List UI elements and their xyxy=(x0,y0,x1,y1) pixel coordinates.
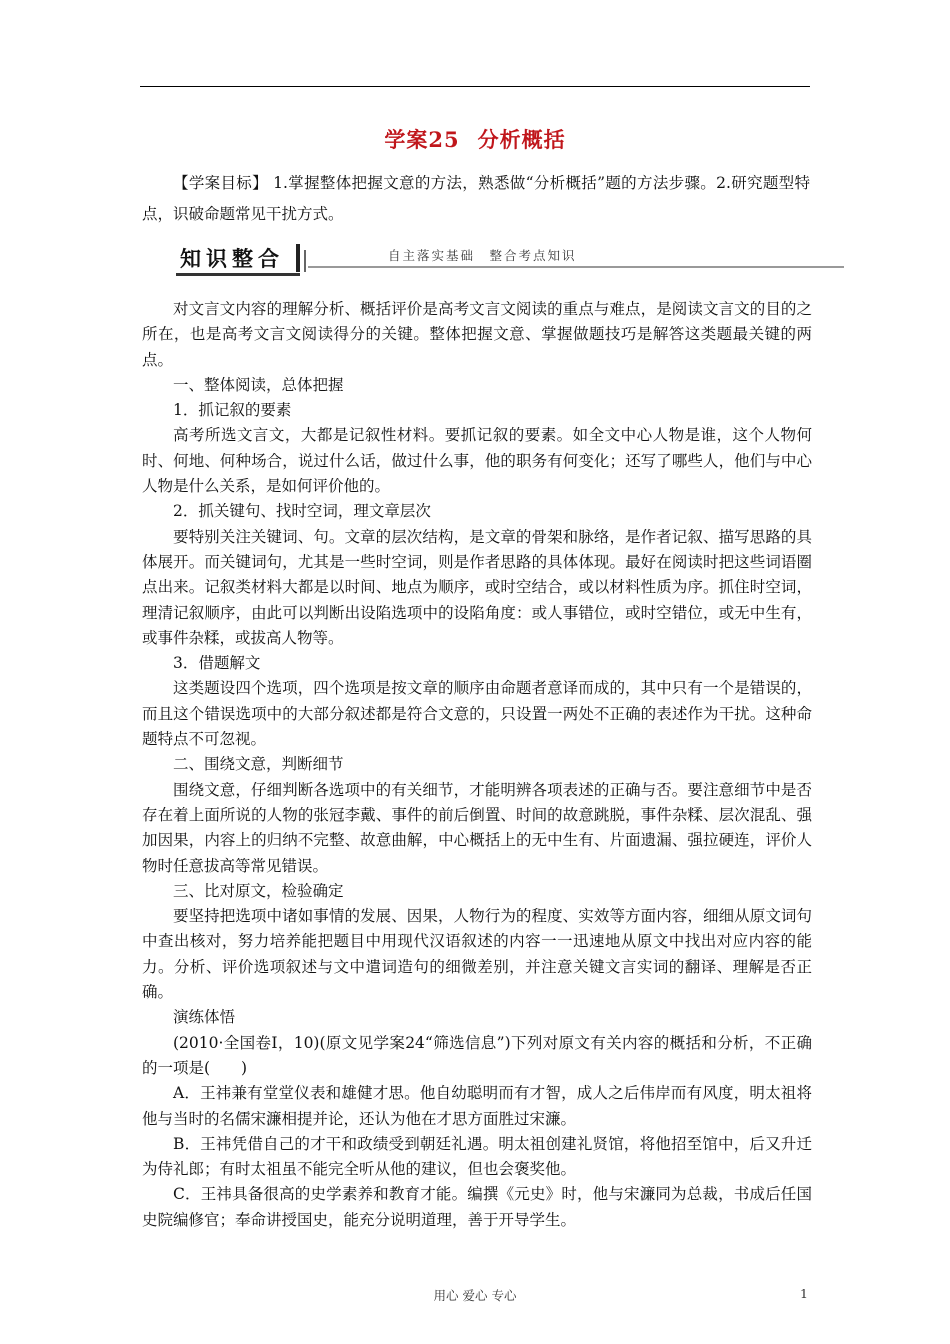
learning-goal: 【学案目标】 1.掌握整体把握文意的方法，熟悉做“分析概括”题的方法步骤。2.研究题型特点，识破命题常见干扰方式。 xyxy=(142,174,810,223)
body-content xyxy=(142,297,812,1233)
section-heading: 三、比对原文，检验确定 xyxy=(173,881,344,900)
banner-title-underline xyxy=(176,273,300,276)
option-a: A．王祎兼有堂堂仪表和雄健才思。他自幼聪明而有才智，成人之后伟岸而有风度，明太祖将他与当时的名儒宋濂相提并论，还认为他在才思方面胜过宋濂。 xyxy=(142,1084,812,1128)
page-number: 1 xyxy=(800,1286,808,1301)
section-banner xyxy=(174,240,844,276)
banner-rule xyxy=(308,266,844,268)
sub-heading: 2．抓关键句、找时空词，理文章层次 xyxy=(173,502,431,521)
option-c: C．王祎具备很高的史学素养和教育才能。编撰《元史》时，他与宋濂同为总裁，书成后任国史院编修官；奉命讲授国史，能充分说明道理，善于开导学生。 xyxy=(142,1185,812,1229)
banner-subtitle: 自主落实基础 整合考点知识 xyxy=(388,248,577,263)
section-heading: 二、围绕文意，判断细节 xyxy=(173,755,344,774)
paragraph: 高考所选文言文，大都是记叙性材料。要抓记叙的要素。如全文中心人物是谁，这个人物何时、何地、何种场合，说过什么话，做过什么事，他的职务有何变化；还写了哪些人，他们与中心人物是什么关系，是如何评价他的。 xyxy=(142,426,812,496)
paragraph: 对文言文内容的理解分析、概括评价是高考文言文阅读的重点与难点，是阅读文言文的目的之所在，也是高考文言文阅读得分的关键。整体把握文意、掌握做题技巧是解答这类题最关键的两点。 xyxy=(142,300,812,369)
header-rule xyxy=(140,86,810,87)
banner-divider xyxy=(296,244,300,272)
sub-heading: 1．抓记叙的要素 xyxy=(173,401,292,420)
sub-heading: 3．借题解文 xyxy=(173,654,261,673)
title-name: 分析概括 xyxy=(477,127,566,152)
paragraph: 围绕文意，仔细判断各选项中的有关细节，才能明辨各项表述的正确与否。要注意细节中是否存在着上面所说的人物的张冠李戴、事件的前后倒置、时间的故意跳脱，事件杂糅、层次混乱、强加因果，内容上的归纳不完整、故意曲解，中心概括上的无中生有、片面遗漏、强拉硬连，评价人物时任意拔高等常见错误。 xyxy=(142,780,812,875)
footer-slogan: 用心 爱心 专心 xyxy=(433,1288,517,1303)
paragraph: 要坚持把选项中诸如事情的发展、因果，人物行为的程度、实效等方面内容，细细从原文词句中查出核对，努力培养能把题目中用现代汉语叙述的内容一一迅速地从原文中找出对应内容的能力。分析、评价选项叙述与文中遣词造句的细微差别，并注意关键文言实词的翻译、理解是否正确。 xyxy=(142,907,812,1002)
paragraph: 这类题设四个选项，四个选项是按文章的顺序由命题者意译而成的，其中只有一个是错误的，而且这个错误选项中的大部分叙述都是符合文意的，只设置一两处不正确的表述作为干扰。这种命题特点不可忽视。 xyxy=(142,679,812,749)
section-heading: 一、整体阅读，总体把握 xyxy=(173,375,344,394)
question-stem: (2010·全国卷Ⅰ，10)(原文见学案24“筛选信息”)下列对原文有关内容的概括和分析，不正确的一项是( ) xyxy=(142,1033,812,1077)
page-title xyxy=(0,124,950,154)
banner-title: 知识整合 xyxy=(180,247,284,271)
paragraph: 要特别关注关键词、句。文章的层次结构，是文章的骨架和脉络，是作者记叙、描写思路的具体展开。而关键词句，尤其是一些时空词，则是作者思路的具体体现。最好在阅读时把这些词语圈点出来。记叙类材料大都是以时间、地点为顺序，或时空结合，或以材料性质为序。抓住时空词，理清记叙顺序，由此可以判断出设陷选项中的设陷角度：或人事错位，或时空错位，或无中生有，或事件杂糅，或拔高人物等。 xyxy=(142,527,812,647)
title-number: 学案25 xyxy=(384,127,460,152)
practice-heading: 演练体悟 xyxy=(173,1008,236,1027)
banner-divider-thin xyxy=(304,250,306,272)
option-b: B．王祎凭借自己的才干和政绩受到朝廷礼遇。明太祖创建礼贤馆，将他招至馆中，后又升迁为侍礼郎；有时太祖虽不能完全听从他的建议，但也会褒奖他。 xyxy=(142,1134,812,1179)
